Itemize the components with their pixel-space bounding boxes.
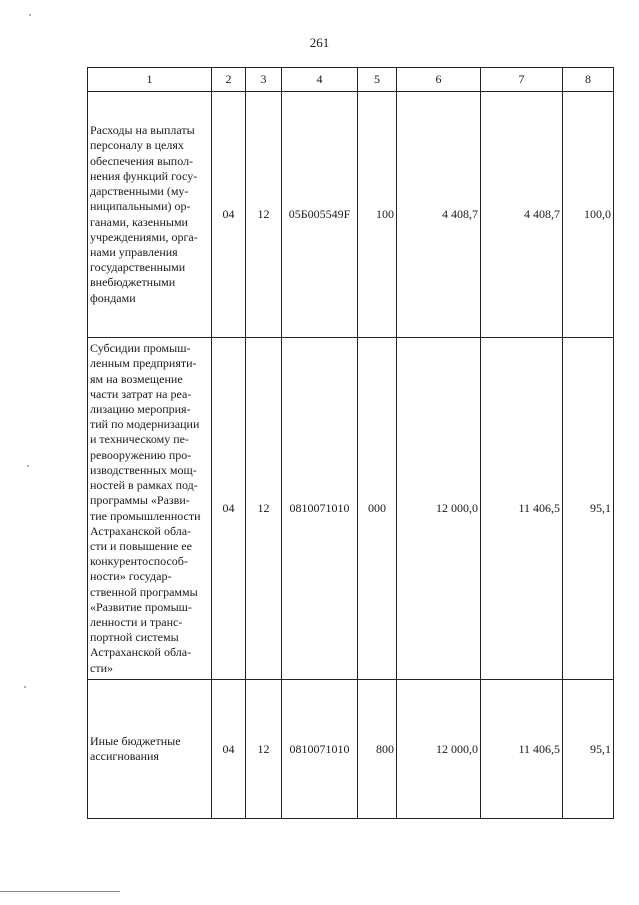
desc-line: Астраханской обла- <box>90 523 192 538</box>
cell-plan-amount: 12 000,0 <box>397 680 481 819</box>
cell-section: 04 <box>212 338 246 680</box>
desc-line: обеспечения выпол- <box>90 153 194 168</box>
cell-actual-amount: 11 406,5 <box>481 680 563 819</box>
desc-line: ассигнования <box>90 749 159 763</box>
table-row <box>88 338 614 680</box>
cell-target-article: 0810071010 <box>282 338 358 680</box>
cell-plan-amount: 4 408,7 <box>397 92 481 338</box>
cell-subsection: 12 <box>246 338 282 680</box>
desc-line: конкурентоспособ- <box>90 554 188 569</box>
cell-target-article: 0810071010 <box>282 680 358 819</box>
table-row <box>88 92 614 338</box>
header-col-3: 3 <box>246 68 282 92</box>
desc-line: ленности и транс- <box>90 614 183 629</box>
cell-expense-type: 000 <box>358 338 397 680</box>
cell-expense-type: 100 <box>358 92 397 338</box>
scan-speck <box>27 465 29 467</box>
desc-line: ганами, казенными <box>90 214 188 229</box>
desc-line: ности» государ- <box>90 569 172 584</box>
desc-line: изводственных мощ- <box>90 462 197 477</box>
desc-line: государственными <box>90 260 186 275</box>
desc-line: ственной программы <box>90 584 198 599</box>
desc-line: фондами <box>90 290 136 305</box>
desc-line: нения функций госу- <box>90 168 198 183</box>
cell-target-article: 05Б005549F <box>282 92 358 338</box>
desc-line: и техническому пе- <box>90 432 189 447</box>
desc-line: программы «Разви- <box>90 493 190 508</box>
desc-line: учреждениями, орга- <box>90 229 198 244</box>
desc-line: «Развитие промыш- <box>90 599 192 614</box>
header-row <box>88 68 614 92</box>
desc-line: ям на возмещение <box>90 371 183 386</box>
cell-percent: 100,0 <box>563 92 614 338</box>
cell-percent: 95,1 <box>563 338 614 680</box>
header-col-7: 7 <box>481 68 563 92</box>
desc-line: сти» <box>90 660 113 675</box>
header-col-5: 5 <box>358 68 397 92</box>
cell-actual-amount: 4 408,7 <box>481 92 563 338</box>
budget-table <box>87 67 614 819</box>
desc-line: ностей в рамках под- <box>90 478 198 493</box>
scan-speck <box>29 14 31 16</box>
desc-line: лизацию мероприя- <box>90 402 191 417</box>
header-col-4: 4 <box>282 68 358 92</box>
table-row <box>88 680 614 819</box>
desc-line: Субсидии промыш- <box>90 341 191 356</box>
header-col-6: 6 <box>397 68 481 92</box>
desc-line: сти и повышение ее <box>90 538 192 553</box>
cell-actual-amount: 11 406,5 <box>481 338 563 680</box>
row-description <box>88 92 212 338</box>
cell-subsection: 12 <box>246 680 282 819</box>
desc-line: Иные бюджетные <box>90 733 181 748</box>
desc-line: части затрат на реа- <box>90 386 192 401</box>
desc-line: ревооружению про- <box>90 447 192 462</box>
desc-line: дарственными (му- <box>90 184 189 199</box>
desc-line: тие промышленности <box>90 508 201 523</box>
cell-subsection: 12 <box>246 92 282 338</box>
desc-line: Астраханской обла- <box>90 645 192 660</box>
desc-line: персоналу в целях <box>90 138 184 153</box>
desc-line: Расходы на выплаты <box>90 123 195 138</box>
desc-line: внебюджетными <box>90 275 176 290</box>
desc-line: ниципальными) ор- <box>90 199 191 214</box>
cell-percent: 95,1 <box>563 680 614 819</box>
row-description <box>88 338 212 680</box>
desc-line: нами управления <box>90 244 178 259</box>
row-description <box>88 680 212 819</box>
header-col-1: 1 <box>88 68 212 92</box>
desc-line: ленным предприяти- <box>90 356 197 371</box>
header-col-2: 2 <box>212 68 246 92</box>
scan-speck <box>24 686 26 688</box>
cell-plan-amount: 12 000,0 <box>397 338 481 680</box>
header-col-8: 8 <box>563 68 614 92</box>
cell-expense-type: 800 <box>358 680 397 819</box>
scan-edge-line <box>0 891 120 892</box>
cell-section: 04 <box>212 680 246 819</box>
cell-section: 04 <box>212 92 246 338</box>
page-number: 261 <box>309 35 330 50</box>
desc-line: портной системы <box>90 630 179 645</box>
desc-line: тий по модернизации <box>90 417 200 432</box>
